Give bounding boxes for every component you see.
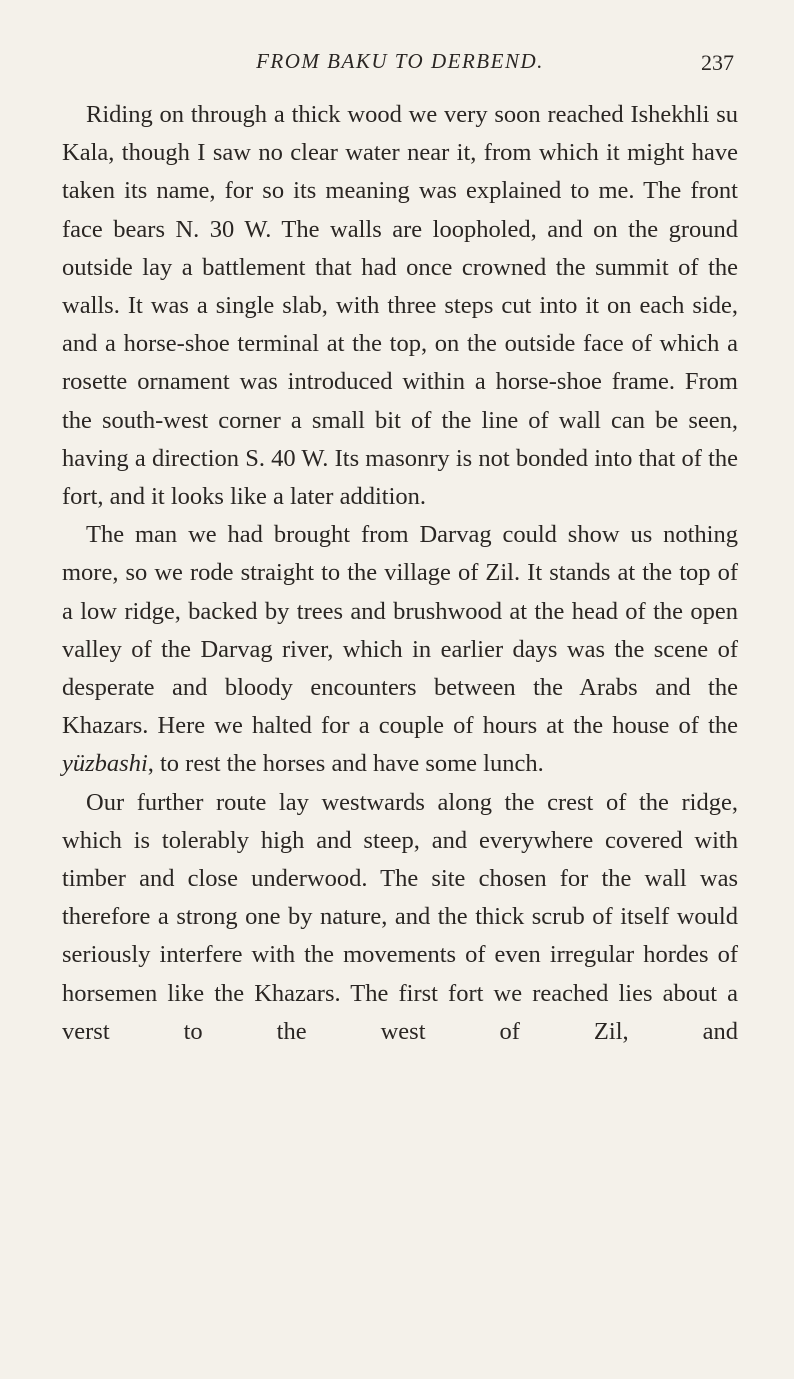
page-number: 237 <box>701 50 734 75</box>
italic-term-yuzbashi: yüzbashi <box>62 750 148 778</box>
paragraph-2 <box>62 516 738 783</box>
body-text <box>62 96 738 1051</box>
paragraph-1: Riding on through a thick wood we very soon reached Ishekhli su Kala, though I saw no clear water near it, from which it might have taken its name, for so its meaning was explained to me. The front face bears N. 30 W. The walls are loopholed, and on the ground outside lay a battlement that had once crowned the summit of the walls. It was a single slab, with three steps cut into it on each side, and a horse-shoe terminal at the top, on the outside face of which a rosette ornament was introduced within a horse-shoe frame. From the south-west corner a small bit of the line of wall can be seen, having a direction S. 40 W. Its masonry is not bonded into that of the fort, and it looks like a later addition. <box>62 101 738 511</box>
paragraph-3: Our further route lay westwards along the crest of the ridge, which is tolerably high and steep, and everywhere covered with timber and close underwood. The site chosen for the wall was therefore a strong one by nature, and the thick scrub of itself would seriously interfere with the movements of even irregular hordes of horsemen like the Khazars. The first fort we reached lies about a verst to the west of Zil, and <box>62 788 738 1045</box>
paragraph-2-text-after: , to rest the horses and have some lunch. <box>147 750 544 778</box>
paragraph-2-text-before: The man we had brought from Darvag could show us nothing more, so we rode straight to the village of Zil. It stands at the top of a low ridge, backed by trees and brushwood at the head of the open valley of the Darvag river, which in earlier days was the scene of desperate and bloody encounters between the Arabs and the Khazars. Here we halted for a couple of hours at the house of the <box>62 521 738 740</box>
running-head <box>62 44 738 78</box>
running-title: FROM BAKU TO DERBEND. <box>256 49 544 73</box>
